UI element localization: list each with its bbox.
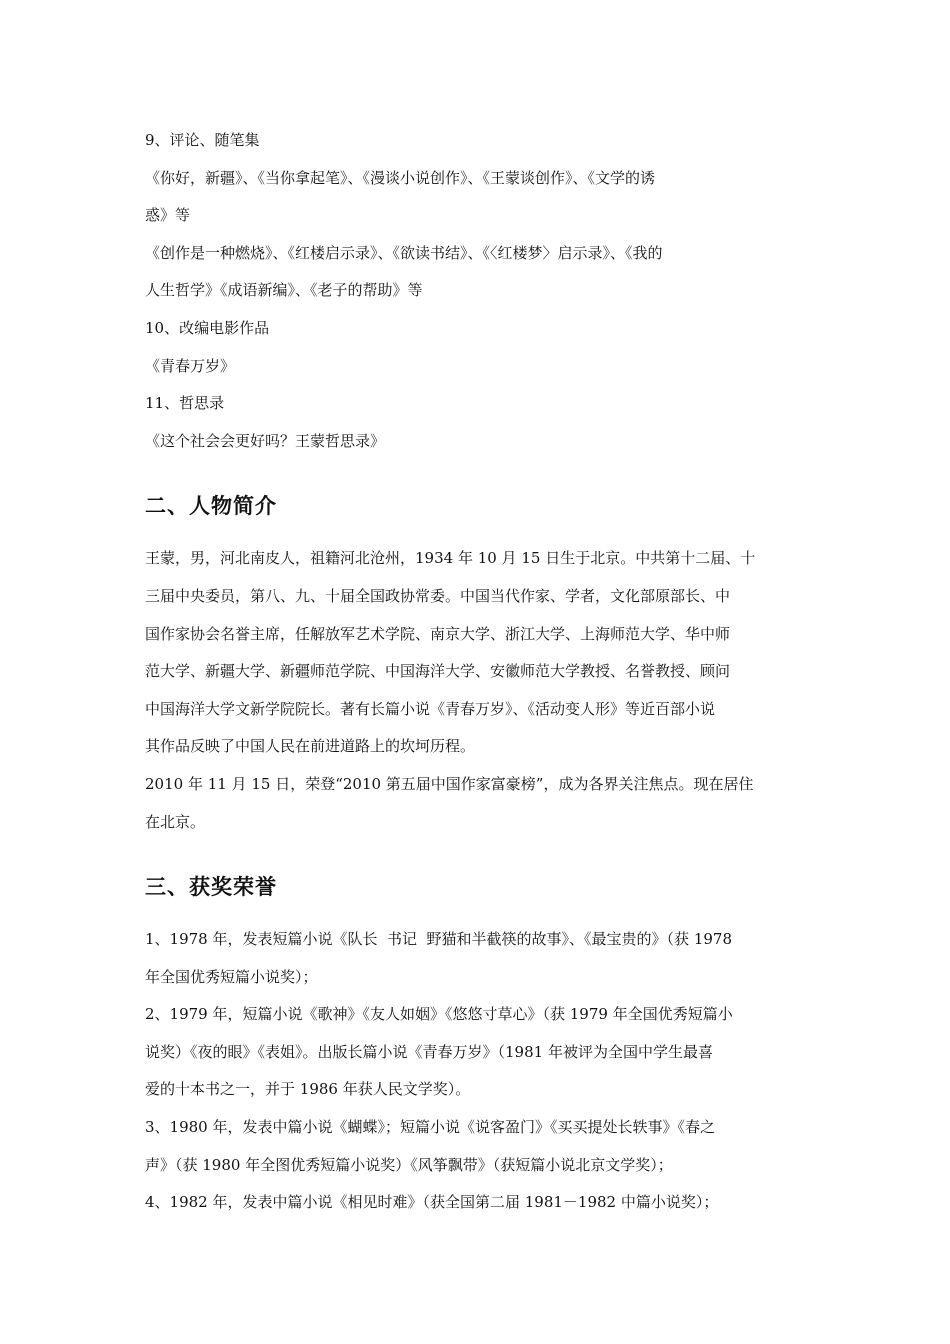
profile-heading: 二、人物简介 xyxy=(145,494,277,519)
awards-line: 声》（获 1980 年全图优秀短篇小说奖）《风筝飘带》（获短篇小说北京文学奖）； xyxy=(145,1155,673,1174)
works-line: 《这个社会会更好吗？王蒙哲思录》 xyxy=(145,431,386,450)
awards-heading: 三、获奖荣誉 xyxy=(145,875,277,900)
awards-line: 年全国优秀短篇小说奖）； xyxy=(145,967,318,986)
profile-line: 在北京。 xyxy=(145,812,206,831)
works-line: 9、评论、随笔集 xyxy=(145,131,260,149)
works-line: 《你好，新疆》、《当你拿起笔》、《漫谈小说创作》、《王蒙谈创作》、《文学的诱 xyxy=(145,168,656,187)
awards-line: 说奖）《夜的眼》《表姐》。出版长篇小说《青春万岁》（1981 年被评为全国中学生最喜 xyxy=(145,1042,713,1061)
profile-line: 其作品反映了中国人民在前进道路上的坎坷历程。 xyxy=(145,737,476,756)
profile-line: 王蒙，男，河北南皮人，祖籍河北沧州，1934 年 10 月 15 日生于北京。中共第十二届、十 xyxy=(145,549,756,568)
profile-line: 三届中央委员，第八、九、十届全国政协常委。中国当代作家、学者，文化部原部长、中 xyxy=(145,586,731,605)
awards-line: 2、1979 年，短篇小说《歌神》《友人如姻》《悠悠寸草心》（获 1979 年全国优秀短篇小 xyxy=(145,1005,733,1024)
works-line: 10、改编电影作品 xyxy=(145,318,270,337)
works-list xyxy=(145,122,807,460)
works-line: 《青春万岁》 xyxy=(145,356,236,375)
page-content xyxy=(145,122,807,1222)
works-line: 惑》等 xyxy=(145,206,191,225)
works-line: 11、哲思录 xyxy=(145,394,225,413)
profile-paragraph xyxy=(145,540,807,841)
awards-list xyxy=(145,921,807,1222)
profile-line: 国作家协会名誉主席，任解放军艺术学院、南京大学、浙江大学、上海师范大学、华中师 xyxy=(145,624,731,643)
profile-line: 范大学、新疆大学、新疆师范学院、中国海洋大学、安徽师范大学教授、名誉教授、顾问 xyxy=(145,662,731,681)
awards-line: 3、1980 年，发表中篇小说《蝴蝶》；短篇小说《说客盈门》《买买提处长轶事》《春之 xyxy=(145,1118,715,1137)
works-line: 人生哲学》《成语新编》、《老子的帮助》等 xyxy=(145,281,423,300)
profile-line: 2010 年 11 月 15 日，荣登“2010 第五届中国作家富豪榜”，成为各界关注焦点。现在居住 xyxy=(145,774,754,793)
awards-line: 1、1978 年，发表短篇小说《队长 书记 野猫和半截筷的故事》、《最宝贵的》（获 1978 xyxy=(145,930,733,949)
profile-line: 中国海洋大学文新学院院长。著有长篇小说《青春万岁》、《活动变人形》等近百部小说 xyxy=(145,699,716,718)
awards-line: 4、1982 年，发表中篇小说《相见时难》（获全国第二届 1981－1982 中篇小说奖）； xyxy=(145,1193,719,1212)
awards-line: 爱的十本书之一，并于 1986 年获人民文学奖）。 xyxy=(145,1080,471,1099)
works-line: 《创作是一种燃烧》、《红楼启示录》、《欲读书结》、《〈红楼梦〉启示录》、《我的 xyxy=(145,243,663,262)
